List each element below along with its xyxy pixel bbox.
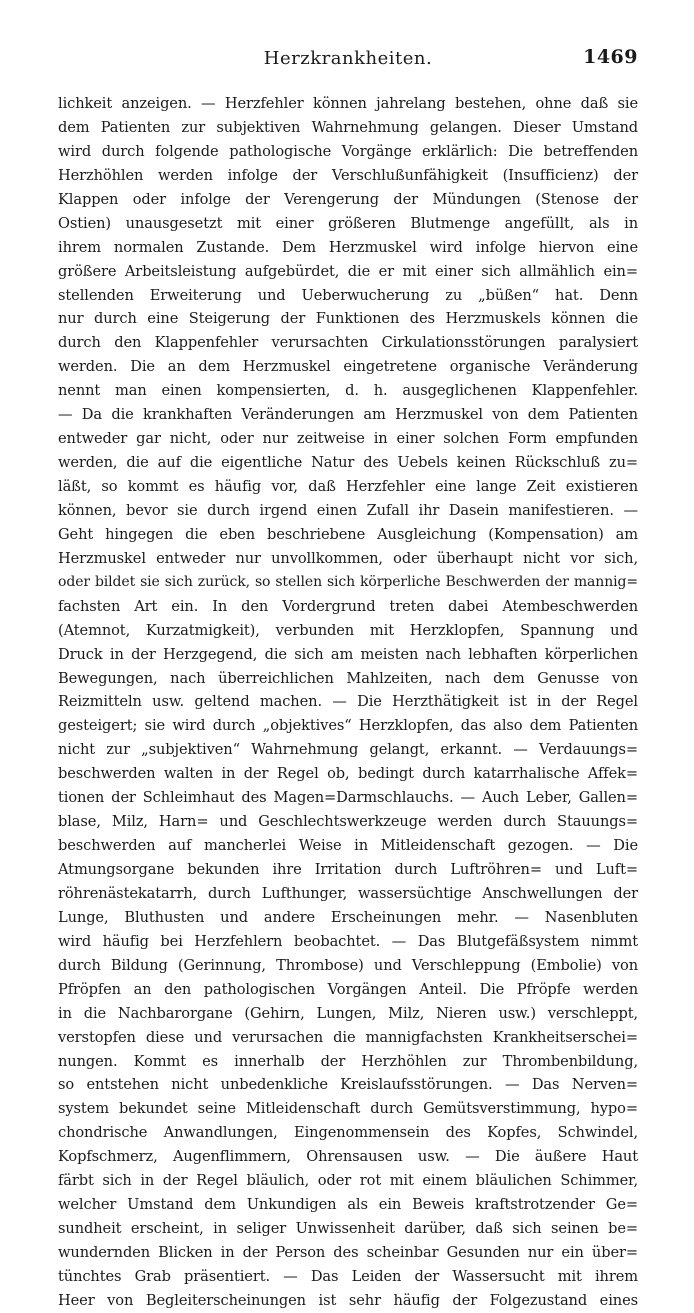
text-line: färbt sich in der Regel bläulich, oder rot mit einem bläulichen Schimmer, [58, 1172, 638, 1190]
text-line: Pfröpfen an den pathologischen Vorgängen Anteil. Die Pfröpfe werden [58, 980, 638, 998]
text-line: wundernden Blicken in der Person des scheinbar Gesunden nur ein über= [58, 1244, 638, 1261]
text-line: können, bevor sie durch irgend einen Zufall ihr Dasein manifestieren. — [58, 501, 638, 519]
text-line: welcher Umstand dem Unkundigen als ein Beweis kraftstrotzender Ge= [58, 1196, 638, 1214]
body-text [58, 92, 638, 1313]
text-line: — Da die krankhaften Veränderungen am Herzmuskel von dem Patienten [58, 406, 638, 424]
text-line: gesteigert; sie wird durch „objektives“ Herzklopfen, das also dem Patienten [58, 717, 638, 735]
text-line: Atmungsorgane bekunden ihre Irritation durch Luftröhren= und Luft= [58, 861, 638, 878]
text-line: stellenden Erweiterung und Ueberwucherung zu „büßen“ hat. Denn [58, 286, 638, 304]
running-head [58, 48, 638, 74]
text-line: Lunge, Bluthusten und andere Erscheinungen mehr. — Nasenbluten [58, 908, 638, 926]
running-title: Herzkrankheiten. [263, 48, 433, 69]
text-line: nur durch eine Steigerung der Funktionen des Herzmuskels können die [58, 310, 638, 328]
text-line: nennt man einen kompensierten, d. h. ausgeglichenen Klappenfehler. [58, 382, 638, 400]
text-line: Herzhöhlen werden infolge der Verschlußunfähigkeit (Insufficienz) der [58, 166, 638, 184]
text-line: nungen. Kommt es innerhalb der Herzhöhlen zur Thrombenbildung, [58, 1052, 638, 1070]
text-line: durch Bildung (Gerinnung, Thrombose) und Verschleppung (Embolie) von [58, 956, 638, 974]
text-line: Geht hingegen die eben beschriebene Ausgleichung (Kompensation) am [58, 525, 638, 543]
text-line: Herzmuskel entweder nur unvollkommen, oder überhaupt nicht vor sich, [58, 549, 638, 567]
text-line: entweder gar nicht, oder nur zeitweise in einer solchen Form empfunden [58, 430, 638, 448]
text-line: wird durch folgende pathologische Vorgänge erklärlich: Die betreffenden [58, 142, 638, 160]
text-line: chondrische Anwandlungen, Eingenommensein des Kopfes, Schwindel, [58, 1124, 638, 1142]
text-line: oder bildet sie sich zurück, so stellen sich körperliche Beschwerden der mannig= [58, 573, 638, 590]
text-line: tünchtes Grab präsentiert. — Das Leiden der Wassersucht mit ihrem [58, 1267, 638, 1285]
text-line: tionen der Schleimhaut des Magen=Darmschlauchs. — Auch Leber, Gallen= [58, 789, 638, 807]
text-line: so entstehen nicht unbedenkliche Kreislaufsstörungen. — Das Nerven= [58, 1076, 638, 1094]
page-number: 1469 [583, 46, 638, 68]
text-line: werden. Die an dem Herzmuskel eingetretene organische Veränderung [58, 358, 638, 376]
text-line: nicht zur „subjektiven“ Wahrnehmung gelangt, erkannt. — Verdauungs= [58, 741, 638, 759]
text-line: in die Nachbarorgane (Gehirn, Lungen, Milz, Nieren usw.) verschleppt, [58, 1004, 638, 1022]
text-line: durch den Klappenfehler verursachten Cirkulationsstörungen paralysiert [58, 334, 638, 352]
text-line: fachsten Art ein. In den Vordergrund treten dabei Atembeschwerden [58, 597, 638, 615]
text-line: blase, Milz, Harn= und Geschlechtswerkzeuge werden durch Stauungs= [58, 813, 638, 831]
text-line: Reizmitteln usw. geltend machen. — Die Herzthätigkeit ist in der Regel [58, 693, 638, 711]
text-line: beschwerden auf mancherlei Weise in Mitleidenschaft gezogen. — Die [58, 837, 638, 855]
text-line: läßt, so kommt es häufig vor, daß Herzfehler eine lange Zeit existieren [58, 478, 638, 495]
text-line: Kopfschmerz, Augenflimmern, Ohrensausen usw. — Die äußere Haut [58, 1148, 638, 1166]
text-line: wird häufig bei Herzfehlern beobachtet. — Das Blutgefäßsystem nimmt [58, 932, 638, 950]
text-line: (Atemnot, Kurzatmigkeit), verbunden mit Herzklopfen, Spannung und [58, 621, 638, 639]
text-line: system bekundet seine Mitleidenschaft durch Gemütsverstimmung, hypo= [58, 1100, 638, 1118]
text-line: Heer von Begleiterscheinungen ist sehr häufig der Folgezustand eines [58, 1291, 638, 1309]
text-line: verstopfen diese und verursachen die mannigfachsten Krankheitserschei= [58, 1028, 638, 1046]
text-line: lichkeit anzeigen. — Herzfehler können jahrelang bestehen, ohne daß sie [58, 95, 638, 112]
text-line: werden, die auf die eigentliche Natur des Uebels keinen Rückschluß zu= [58, 454, 638, 472]
text-line: größere Arbeitsleistung aufgebürdet, die er mit einer sich allmählich ein= [58, 262, 638, 280]
text-line: dem Patienten zur subjektiven Wahrnehmung gelangen. Dieser Umstand [58, 118, 638, 136]
text-line: Klappen oder infolge der Verengerung der Mündungen (Stenose der [58, 190, 638, 208]
text-line: sundheit erscheint, in seliger Unwissenheit darüber, daß sich seinen be= [58, 1220, 638, 1238]
text-line: beschwerden walten in der Regel ob, bedingt durch katarrhalische Affek= [58, 765, 638, 783]
text-line: ihrem normalen Zustande. Dem Herzmuskel wird infolge hiervon eine [58, 238, 638, 256]
text-line: Ostien) unausgesetzt mit einer größeren Blutmenge angefüllt, als in [58, 214, 638, 232]
text-line: röhrenästekatarrh, durch Lufthunger, wassersüchtige Anschwellungen der [58, 884, 638, 902]
text-line: Druck in der Herzgegend, die sich am meisten nach lebhaften körperlichen [58, 645, 638, 663]
text-line: Bewegungen, nach überreichlichen Mahlzeiten, nach dem Genusse von [58, 669, 638, 687]
